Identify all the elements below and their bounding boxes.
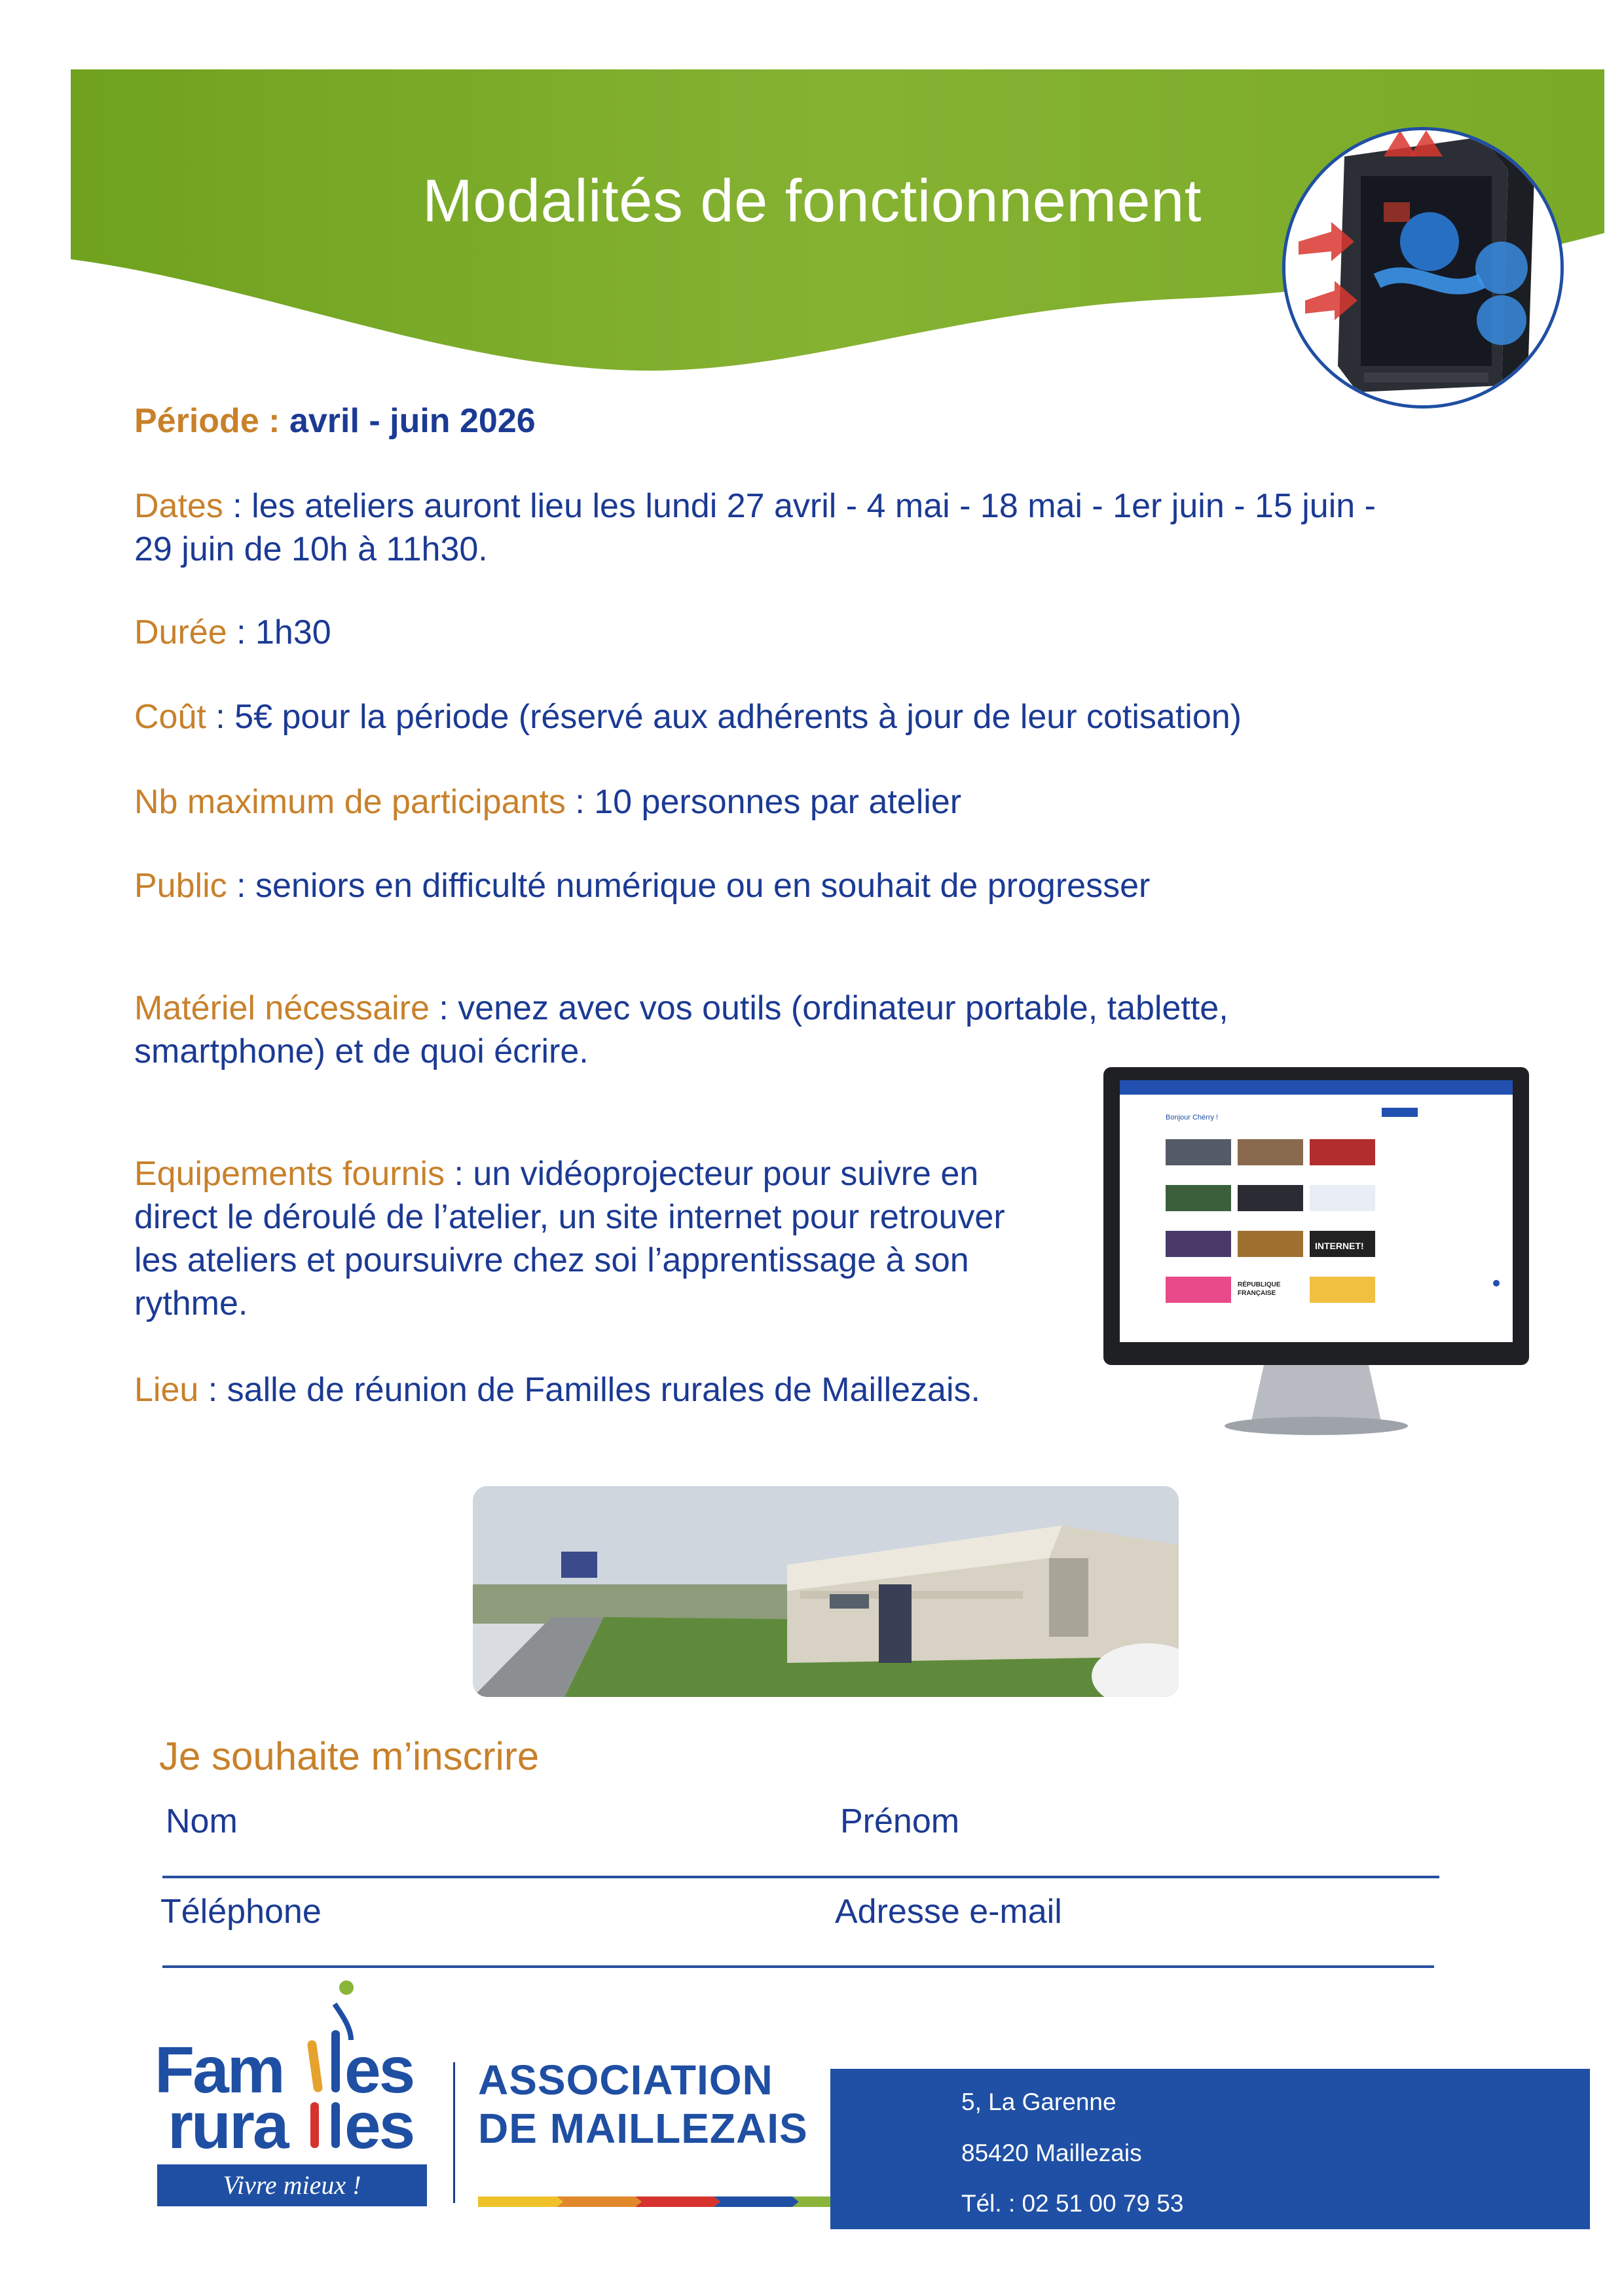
field-value: : salle de réunion de Familles rurales de Maillezais. xyxy=(198,1371,980,1409)
field-value: avril - juin 2026 xyxy=(289,402,536,440)
field-value: : 1h30 xyxy=(227,613,331,651)
field-duree xyxy=(134,611,1522,654)
telephone-label: Téléphone xyxy=(160,1893,322,1931)
field-value: : un vidéoprojecteur pour suivre en xyxy=(445,1155,979,1193)
nom-prenom-input-line[interactable] xyxy=(162,1876,1439,1878)
field-value: : 10 personnes par atelier xyxy=(565,783,962,821)
field-periode xyxy=(134,399,1522,443)
prenom-label: Prénom xyxy=(840,1802,960,1840)
field-label: Equipements fournis xyxy=(134,1155,445,1193)
field-value-cont: les ateliers et poursuivre chez soi l’apprentissage à son xyxy=(134,1241,969,1279)
field-cout xyxy=(134,695,1522,738)
association-line: ASSOCIATION xyxy=(478,2056,773,2104)
field-label: Public xyxy=(134,867,227,905)
field-public xyxy=(134,864,1522,907)
monitor-image xyxy=(1100,1067,1532,1440)
field-label: Dates xyxy=(134,487,223,525)
field-label: Matériel nécessaire xyxy=(134,989,430,1027)
address-street: 5, La Garenne xyxy=(961,2088,1116,2115)
address-phone: Tél. : 02 51 00 79 53 xyxy=(961,2190,1184,2217)
page-title: Modalités de fonctionnement xyxy=(422,168,1202,234)
field-value: : les ateliers auront lieu les lundi 27 avril - 4 mai - 18 mai - 1er juin - 15 juin - xyxy=(223,487,1376,525)
color-stripe xyxy=(478,2196,871,2207)
field-value: : venez avec vos outils (ordinateur portable, tablette, xyxy=(429,989,1228,1027)
field-equipements xyxy=(134,1152,1077,1325)
screen-heading: Bonjour Chérry ! xyxy=(1166,1114,1219,1121)
field-value: : seniors en difficulté numérique ou en souhait de progresser xyxy=(227,867,1151,905)
field-materiel xyxy=(134,987,1522,1073)
familles-rurales-logo xyxy=(155,1968,430,2210)
tile-text: INTERNET! xyxy=(1315,1241,1364,1251)
email-label: Adresse e-mail xyxy=(835,1893,1062,1931)
field-nb-participants xyxy=(134,780,1522,824)
field-label: Lieu xyxy=(134,1371,199,1409)
footer-divider xyxy=(453,2062,455,2203)
logo-text: es xyxy=(344,2033,414,2107)
logo-text: rura xyxy=(168,2089,287,2162)
tile-text: RÉPUBLIQUE xyxy=(1238,1281,1281,1288)
field-value-cont: 29 juin de 10h à 11h30. xyxy=(134,530,488,568)
address-box xyxy=(830,2069,1590,2229)
logo-text: es xyxy=(344,2089,414,2162)
tile-text: FRANÇAISE xyxy=(1238,1290,1276,1297)
address-city: 85420 Maillezais xyxy=(961,2140,1142,2166)
field-value-cont: direct le déroulé de l’atelier, un site internet pour retrouver xyxy=(134,1198,1005,1236)
pc-tower-image xyxy=(1282,127,1564,409)
field-value: : 5€ pour la période (réservé aux adhérents à jour de leur cotisation) xyxy=(206,698,1242,736)
field-label: Nb maximum de participants xyxy=(134,783,566,821)
logo-text: Fam xyxy=(155,2033,284,2107)
logo-tagline: Vivre mieux ! xyxy=(223,2170,361,2200)
nom-label: Nom xyxy=(166,1802,238,1840)
field-value-cont: smartphone) et de quoi écrire. xyxy=(134,1032,589,1070)
building-photo xyxy=(473,1486,1179,1697)
association-line: DE MAILLEZAIS xyxy=(478,2105,808,2152)
association-name xyxy=(478,2056,808,2153)
field-dates xyxy=(134,484,1522,571)
signup-title: Je souhaite m’inscrire xyxy=(159,1734,540,1778)
field-label: Coût xyxy=(134,698,206,736)
field-label: Durée xyxy=(134,613,227,651)
field-label: Période : xyxy=(134,402,280,440)
field-value-cont: rythme. xyxy=(134,1285,248,1322)
